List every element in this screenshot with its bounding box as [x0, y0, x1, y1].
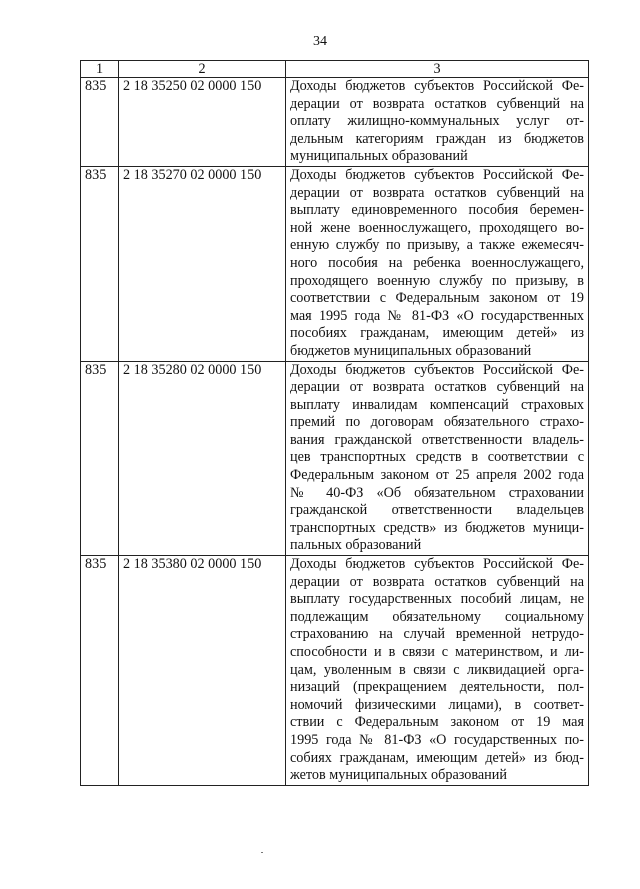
description-line: муниципальных образований	[290, 148, 468, 165]
description-line: дерации от возврата остатков субвенций на	[290, 573, 584, 590]
description-line: Доходы бюджетов субъектов Российской Фе-	[290, 166, 584, 183]
description-line: способности и в связи с материнством, и ли-	[290, 644, 584, 660]
description-line: № 40-ФЗ «Об обязательном страховании	[290, 484, 584, 501]
description-line: премий по договорам обязательного страхо-	[290, 414, 584, 431]
description-line: гражданской ответственности владельцев	[290, 502, 584, 519]
description-line: оплату жилищно-коммунальных услуг от-	[290, 113, 584, 130]
description-line: собиях гражданам, имеющим детей» из бюд-	[290, 749, 584, 766]
description-line: выплату государственных пособий лицам, не	[290, 591, 584, 608]
description-line: проходящего военную службу по призыву, в	[290, 272, 584, 289]
description-line: выплату единовременного пособия беремен-	[290, 202, 584, 219]
description-line: дерации от возврата остатков субвенций на	[290, 95, 584, 112]
table-row	[81, 166, 589, 361]
revenue-description-cell	[286, 556, 589, 786]
description-line: выплату инвалидам компенсаций страховых	[290, 396, 584, 413]
budget-classification-code-cell: 2 18 35380 02 0000 150	[119, 556, 286, 786]
description-line: 1995 года № 81-ФЗ «О государственных по-	[290, 731, 584, 748]
description-line: цев транспортных средств в соответствии с	[290, 449, 584, 466]
table-row	[81, 556, 589, 786]
revenue-description-cell	[286, 78, 589, 167]
table-body	[81, 78, 589, 786]
description-line: дерации от возврата остатков субвенций на	[290, 184, 584, 201]
description-line: вания гражданской ответственности владель-	[290, 431, 584, 448]
description-line: ной жене военнослужащего, проходящего во-	[290, 219, 584, 236]
description-line: пособиях гражданам, имеющим детей» из	[290, 325, 584, 342]
description-line: Доходы бюджетов субъектов Российской Фе-	[290, 78, 584, 94]
table-header-row	[81, 61, 589, 78]
budget-classification-code-cell: 2 18 35280 02 0000 150	[119, 361, 286, 556]
budget-codes-table	[80, 60, 589, 786]
table-row	[81, 78, 589, 167]
table-row	[81, 361, 589, 556]
revenue-description-cell	[286, 361, 589, 556]
description-line: подлежащим обязательному социальному	[290, 608, 584, 625]
description-line: дельным категориям граждан из бюджетов	[290, 130, 584, 147]
description-line: жетов муниципальных образований	[290, 767, 507, 784]
org-code-cell: 835	[81, 78, 119, 167]
org-code-cell: 835	[81, 166, 119, 361]
description-line: ствии с Федеральным законом от 19 мая	[290, 714, 584, 731]
column-header-2: 2	[119, 61, 286, 78]
description-line: низаций (прекращением деятельности, пол-	[290, 679, 584, 696]
description-line: пальных образований	[290, 537, 422, 554]
scan-artifact-dot	[261, 852, 263, 853]
description-line: соответствии с Федеральным законом от 19	[290, 290, 584, 307]
description-line: ного пособия на ребенка военнослужащего,	[290, 254, 584, 271]
revenue-description-cell	[286, 166, 589, 361]
description-line: номочий физическими лицами), в соответ-	[290, 696, 584, 713]
description-line: бюджетов муниципальных образований	[290, 342, 532, 359]
org-code-cell: 835	[81, 361, 119, 556]
budget-classification-code-cell: 2 18 35270 02 0000 150	[119, 166, 286, 361]
description-line: страхованию на случай временной нетрудо-	[290, 626, 584, 643]
description-line: дерации от возврата остатков субвенций на	[290, 379, 584, 396]
description-line: цам, уволенным в связи с ликвидацией орга-	[290, 661, 584, 678]
page-number: 34	[313, 34, 327, 49]
description-line: енную службу по призыву, а также ежемесяч-	[290, 237, 584, 254]
description-line: Федеральным законом от 25 апреля 2002 года	[290, 467, 584, 484]
column-header-3: 3	[286, 61, 589, 78]
column-header-1: 1	[81, 61, 119, 78]
budget-classification-code-cell: 2 18 35250 02 0000 150	[119, 78, 286, 167]
description-line: Доходы бюджетов субъектов Российской Фе-	[290, 556, 584, 573]
org-code-cell: 835	[81, 556, 119, 786]
description-line: транспортных средств» из бюджетов муници-	[290, 519, 584, 536]
description-line: мая 1995 года № 81-ФЗ «О государственных	[290, 307, 584, 324]
description-line: Доходы бюджетов субъектов Российской Фе-	[290, 361, 584, 378]
